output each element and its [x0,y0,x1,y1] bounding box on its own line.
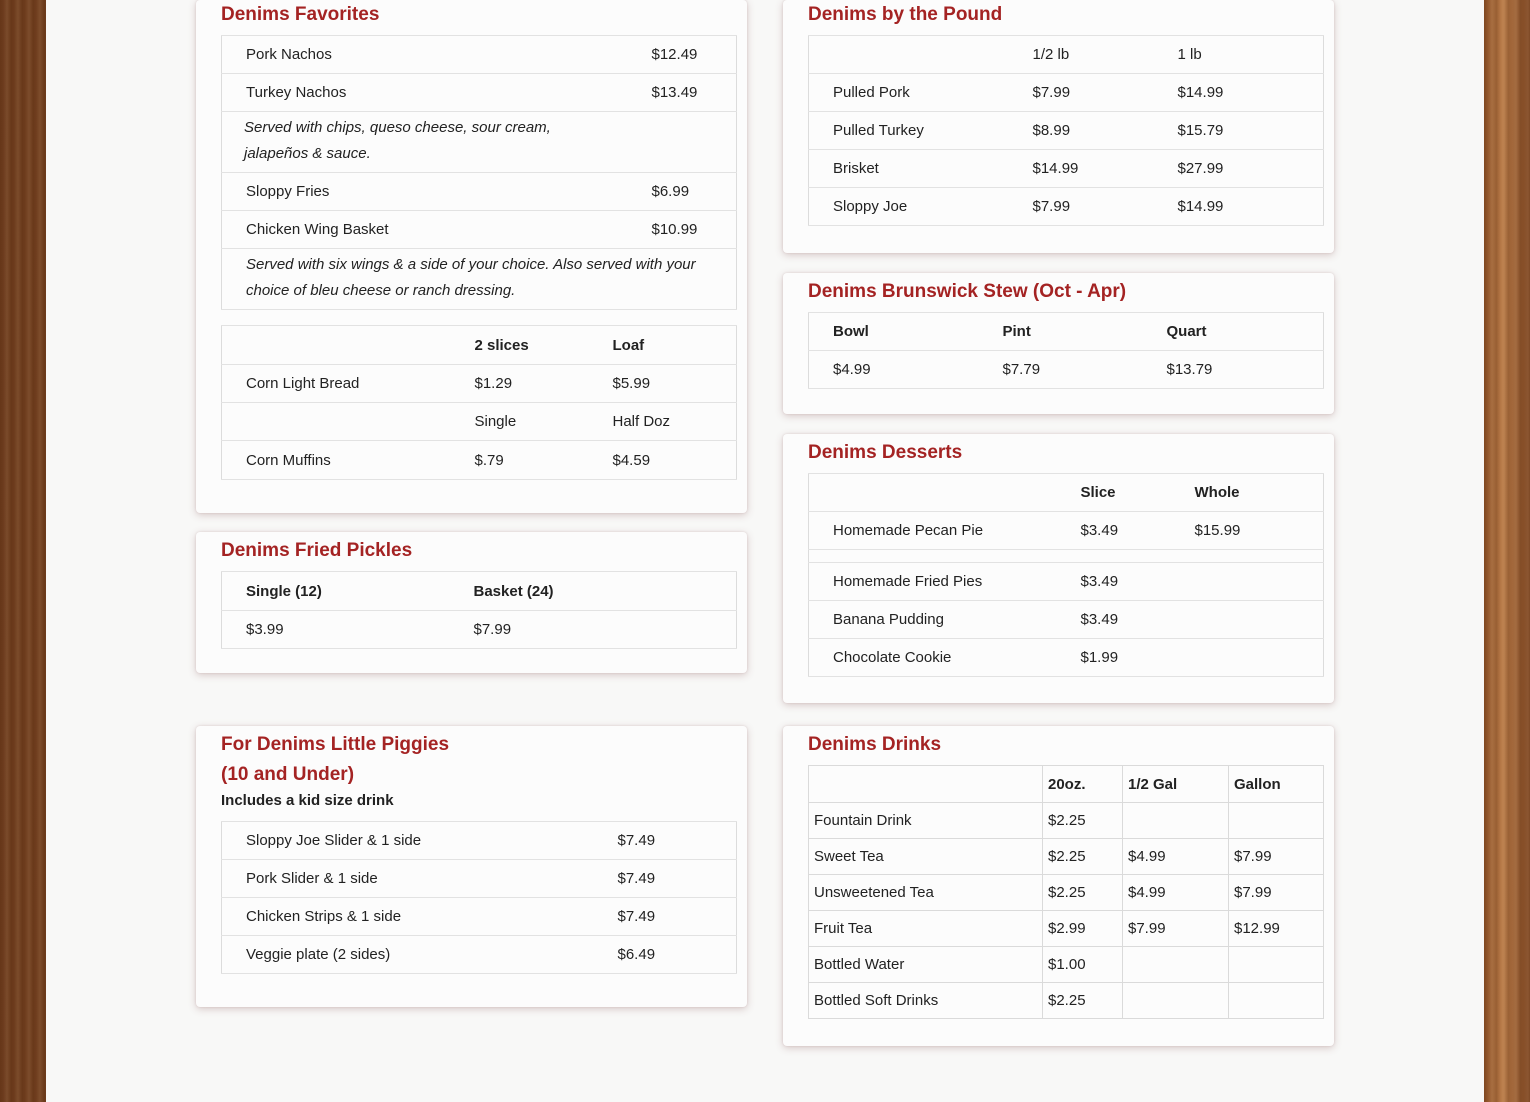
item-price: $2.25 [1043,983,1123,1019]
stew-col-quart: Quart [1167,313,1324,351]
desserts-title: Denims Desserts [808,442,963,463]
item-price: $1.29 [475,365,613,403]
item-name: Corn Muffins [222,441,475,480]
table-row [809,474,1324,512]
pickles-card [196,532,747,673]
item-price: $13.49 [628,74,737,112]
item-name: Homemade Pecan Pie [809,512,1081,550]
item-name: Bottled Soft Drinks [809,983,1043,1019]
item-price: $4.99 [1123,839,1229,875]
item-name: Unsweetened Tea [809,875,1043,911]
kids-card [196,726,747,1007]
stew-card [783,273,1334,414]
item-price: $14.99 [1178,188,1324,226]
item-price [1123,947,1229,983]
pound-table [808,35,1324,226]
table-row [809,36,1324,74]
item-name: Turkey Nachos [222,74,628,112]
item-name: Chocolate Cookie [809,639,1081,677]
table-row [222,403,737,441]
table-row [222,112,737,173]
table-row [222,822,737,860]
table-row [222,936,737,974]
pickles-col-single: Single (12) [222,572,474,611]
drinks-col-20oz: 20oz. [1043,766,1123,803]
desserts-col-slice: Slice [1081,474,1195,512]
favorites-title: Denims Favorites [221,4,380,25]
item-name: Sloppy Joe [809,188,1033,226]
item-name: Homemade Fried Pies [809,563,1081,601]
item-price: $7.99 [1229,839,1324,875]
item-price [1229,983,1324,1019]
item-price: $14.99 [1178,74,1324,112]
table-row [222,173,737,211]
table-row [222,860,737,898]
table-row [222,36,737,74]
item-price: $7.99 [474,611,737,649]
item-price: $10.99 [628,211,737,249]
item-price: $2.25 [1043,875,1123,911]
pound-col-full: 1 lb [1178,36,1324,74]
item-price: $3.49 [1081,512,1195,550]
item-price: $1.99 [1081,639,1195,677]
kids-title: For Denims Little Piggies [221,734,450,755]
table-row [809,803,1324,839]
table-row [222,211,737,249]
table-row [809,150,1324,188]
item-name: Chicken Wing Basket [222,211,628,249]
item-name: Pork Slider & 1 side [222,860,594,898]
item-price: $3.49 [1081,601,1195,639]
item-name: Pulled Turkey [809,112,1033,150]
table-row [809,911,1324,947]
table-row [222,249,737,310]
kids-note: Includes a kid size drink [221,792,394,809]
item-price: $14.99 [1033,150,1178,188]
bread-col-loaf: Loaf [613,326,737,365]
item-name: Sloppy Fries [222,173,628,211]
table-row [809,188,1324,226]
table-row [809,601,1324,639]
item-price: $12.49 [628,36,737,74]
table-row [809,983,1324,1019]
item-price [1229,947,1324,983]
table-row [809,112,1324,150]
item-price: $7.99 [1033,74,1178,112]
bread-col-slices: 2 slices [475,326,613,365]
kids-table [221,821,737,974]
item-price: $7.49 [594,898,737,936]
item-name: Veggie plate (2 sides) [222,936,594,974]
pound-title: Denims by the Pound [808,4,1003,25]
table-row [809,563,1324,601]
item-price [1123,983,1229,1019]
item-price: $1.00 [1043,947,1123,983]
item-price: $7.49 [594,860,737,898]
item-price: $2.99 [1043,911,1123,947]
drinks-col-halfgal: 1/2 Gal [1123,766,1229,803]
kids-subtitle: (10 and Under) [221,764,355,785]
table-row [809,74,1324,112]
table-row [809,512,1324,550]
item-price: $.79 [475,441,613,480]
table-row [222,572,737,611]
item-price: $8.99 [1033,112,1178,150]
table-row [809,351,1324,389]
wings-note: Served with six wings & a side of your choice. Also served with your choice of bleu cheese or ranch dressing. [222,249,737,310]
item-name: Corn Light Bread [222,365,475,403]
item-name: Banana Pudding [809,601,1081,639]
table-row [809,839,1324,875]
favorites-table [221,35,737,310]
table-row-spacer [809,550,1324,563]
item-name: Sweet Tea [809,839,1043,875]
item-name: Pork Nachos [222,36,628,74]
stew-title: Denims Brunswick Stew (Oct - Apr) [808,281,1127,302]
item-price: $7.79 [1003,351,1167,389]
table-row [222,326,737,365]
item-price: $5.99 [613,365,737,403]
item-price: $7.99 [1033,188,1178,226]
item-price: $13.79 [1167,351,1324,389]
item-price: $4.99 [809,351,1003,389]
table-row [809,947,1324,983]
item-price: $6.99 [628,173,737,211]
drinks-table [808,765,1324,1019]
muffin-col-halfdoz: Half Doz [613,403,737,441]
item-price: $7.99 [1229,875,1324,911]
drinks-card [783,726,1334,1046]
wood-background-right [1484,0,1530,1102]
stew-table [808,312,1324,389]
item-name: Brisket [809,150,1033,188]
table-row [222,441,737,480]
item-price: $6.49 [594,936,737,974]
table-row [222,898,737,936]
favorites-card [196,0,747,513]
pickles-table [221,571,737,649]
item-price [1229,803,1324,839]
item-price: $4.99 [1123,875,1229,911]
item-name: Pulled Pork [809,74,1033,112]
item-name: Chicken Strips & 1 side [222,898,594,936]
pickles-col-basket: Basket (24) [474,572,737,611]
pound-col-half: 1/2 lb [1033,36,1178,74]
stew-col-pint: Pint [1003,313,1167,351]
table-row [222,611,737,649]
table-row [809,313,1324,351]
drinks-title: Denims Drinks [808,734,942,755]
item-price: $3.99 [222,611,474,649]
muffin-col-single: Single [475,403,613,441]
pound-card [783,0,1334,253]
item-price: $15.79 [1178,112,1324,150]
pickles-title: Denims Fried Pickles [221,540,413,561]
item-price: $15.99 [1195,512,1324,550]
item-price: $27.99 [1178,150,1324,188]
item-price [1123,803,1229,839]
nachos-note: Served with chips, queso cheese, sour cream, jalapeños & sauce. [244,119,551,162]
item-price: $2.25 [1043,803,1123,839]
item-price: $4.59 [613,441,737,480]
item-price: $7.99 [1123,911,1229,947]
table-row [809,766,1324,803]
item-name: Bottled Water [809,947,1043,983]
item-price: $7.49 [594,822,737,860]
desserts-card [783,434,1334,703]
desserts-table [808,473,1324,677]
item-price: $2.25 [1043,839,1123,875]
stew-col-bowl: Bowl [809,313,1003,351]
table-row [222,74,737,112]
table-row [809,639,1324,677]
table-row [809,875,1324,911]
drinks-col-gallon: Gallon [1229,766,1324,803]
item-price: $3.49 [1081,563,1195,601]
item-name: Sloppy Joe Slider & 1 side [222,822,594,860]
desserts-col-whole: Whole [1195,474,1324,512]
item-name: Fountain Drink [809,803,1043,839]
item-name: Fruit Tea [809,911,1043,947]
table-row [222,365,737,403]
item-price: $12.99 [1229,911,1324,947]
bread-table [221,325,737,480]
